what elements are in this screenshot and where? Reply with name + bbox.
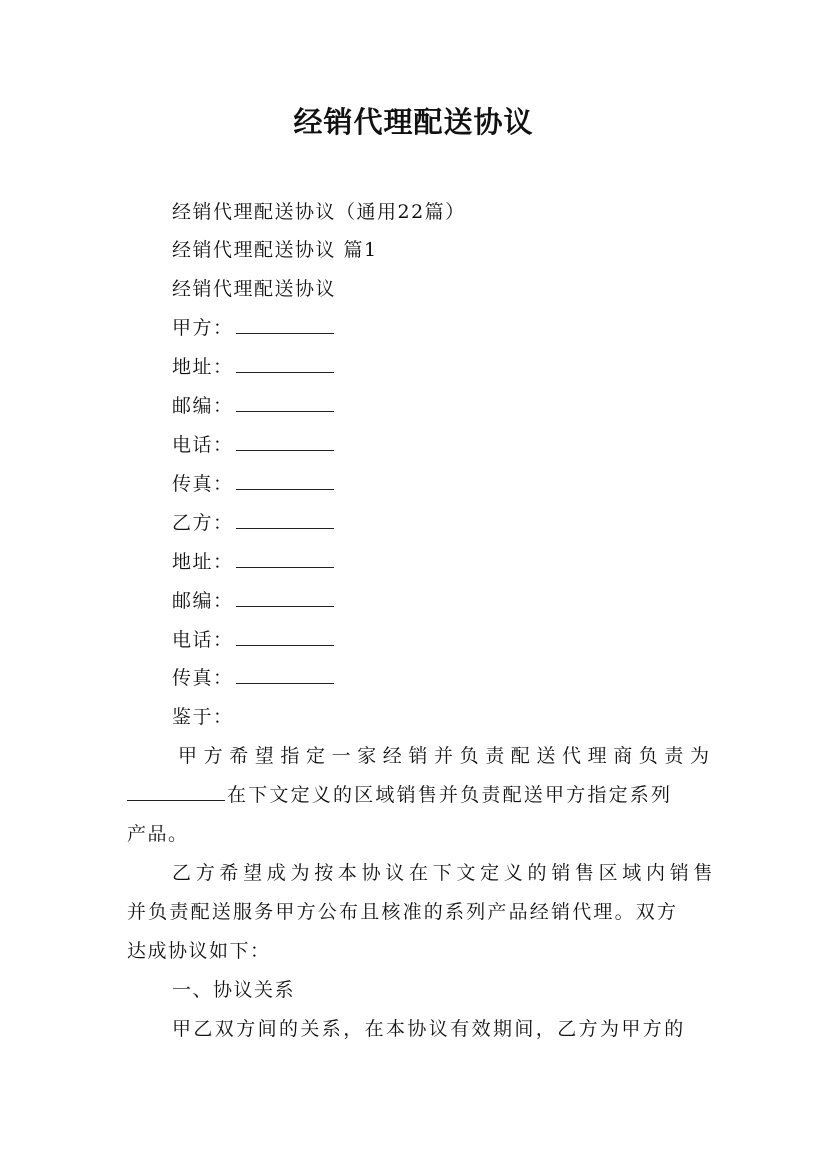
party-a-phone-blank (236, 432, 334, 451)
party-b-address-field (172, 548, 334, 576)
paragraph-1-line-3: 产品。 (127, 823, 189, 845)
party-a-name-blank (236, 315, 334, 334)
party-b-zip-field (172, 587, 334, 615)
party-a-name-label: 甲方： (172, 317, 234, 339)
whereas-heading: 鉴于： (172, 706, 234, 728)
party-b-name-blank (236, 510, 334, 529)
party-b-phone-blank (236, 627, 334, 646)
intro-line-3: 经销代理配送协议 (172, 278, 337, 300)
party-b-address-blank (236, 549, 334, 568)
party-a-phone-field (172, 431, 334, 459)
party-b-fax-label: 传真： (172, 667, 234, 689)
party-b-zip-label: 邮编： (172, 590, 234, 612)
party-b-address-label: 地址： (172, 551, 234, 573)
party-a-fax-field (172, 470, 334, 498)
paragraph-1-line-1: 甲方希望指定一家经销并负责配送代理商负责为 (178, 745, 716, 767)
party-a-name-field (172, 314, 334, 342)
paragraph-1-line-2 (127, 781, 672, 809)
section-1-text: 甲乙双方间的关系，在本协议有效期间，乙方为甲方的 (172, 1018, 686, 1040)
paragraph-1-line-2-text: 在下文定义的区域销售并负责配送甲方指定系列 (227, 784, 673, 806)
paragraph-2-line-1: 乙方希望成为按本协议在下文定义的销售区域内销售 (172, 862, 718, 884)
party-a-address-field (172, 353, 334, 381)
document-title: 经销代理配送协议 (293, 105, 534, 139)
party-a-zip-label: 邮编： (172, 395, 234, 417)
intro-line-1: 经销代理配送协议（通用22篇） (172, 201, 466, 223)
party-b-phone-field (172, 626, 334, 654)
party-a-zip-field (172, 392, 334, 420)
party-b-fax-field (172, 664, 334, 692)
section-1-heading: 一、协议关系 (172, 979, 296, 1001)
party-a-address-label: 地址： (172, 356, 234, 378)
paragraph-2-line-3: 达成协议如下： (127, 940, 271, 962)
party-a-fax-blank (236, 471, 334, 490)
party-b-phone-label: 电话： (172, 629, 234, 651)
party-a-address-blank (236, 354, 334, 373)
intro-line-2: 经销代理配送协议 篇1 (172, 239, 378, 261)
party-a-zip-blank (236, 393, 334, 412)
party-a-fax-label: 传真： (172, 473, 234, 495)
paragraph-2-line-2: 并负责配送服务甲方公布且核准的系列产品经销代理。双方 (127, 901, 679, 923)
paragraph-1-blank (127, 782, 225, 801)
party-b-name-field (172, 509, 334, 537)
party-a-phone-label: 电话： (172, 434, 234, 456)
party-b-zip-blank (236, 588, 334, 607)
party-b-fax-blank (236, 665, 334, 684)
party-b-name-label: 乙方： (172, 512, 234, 534)
